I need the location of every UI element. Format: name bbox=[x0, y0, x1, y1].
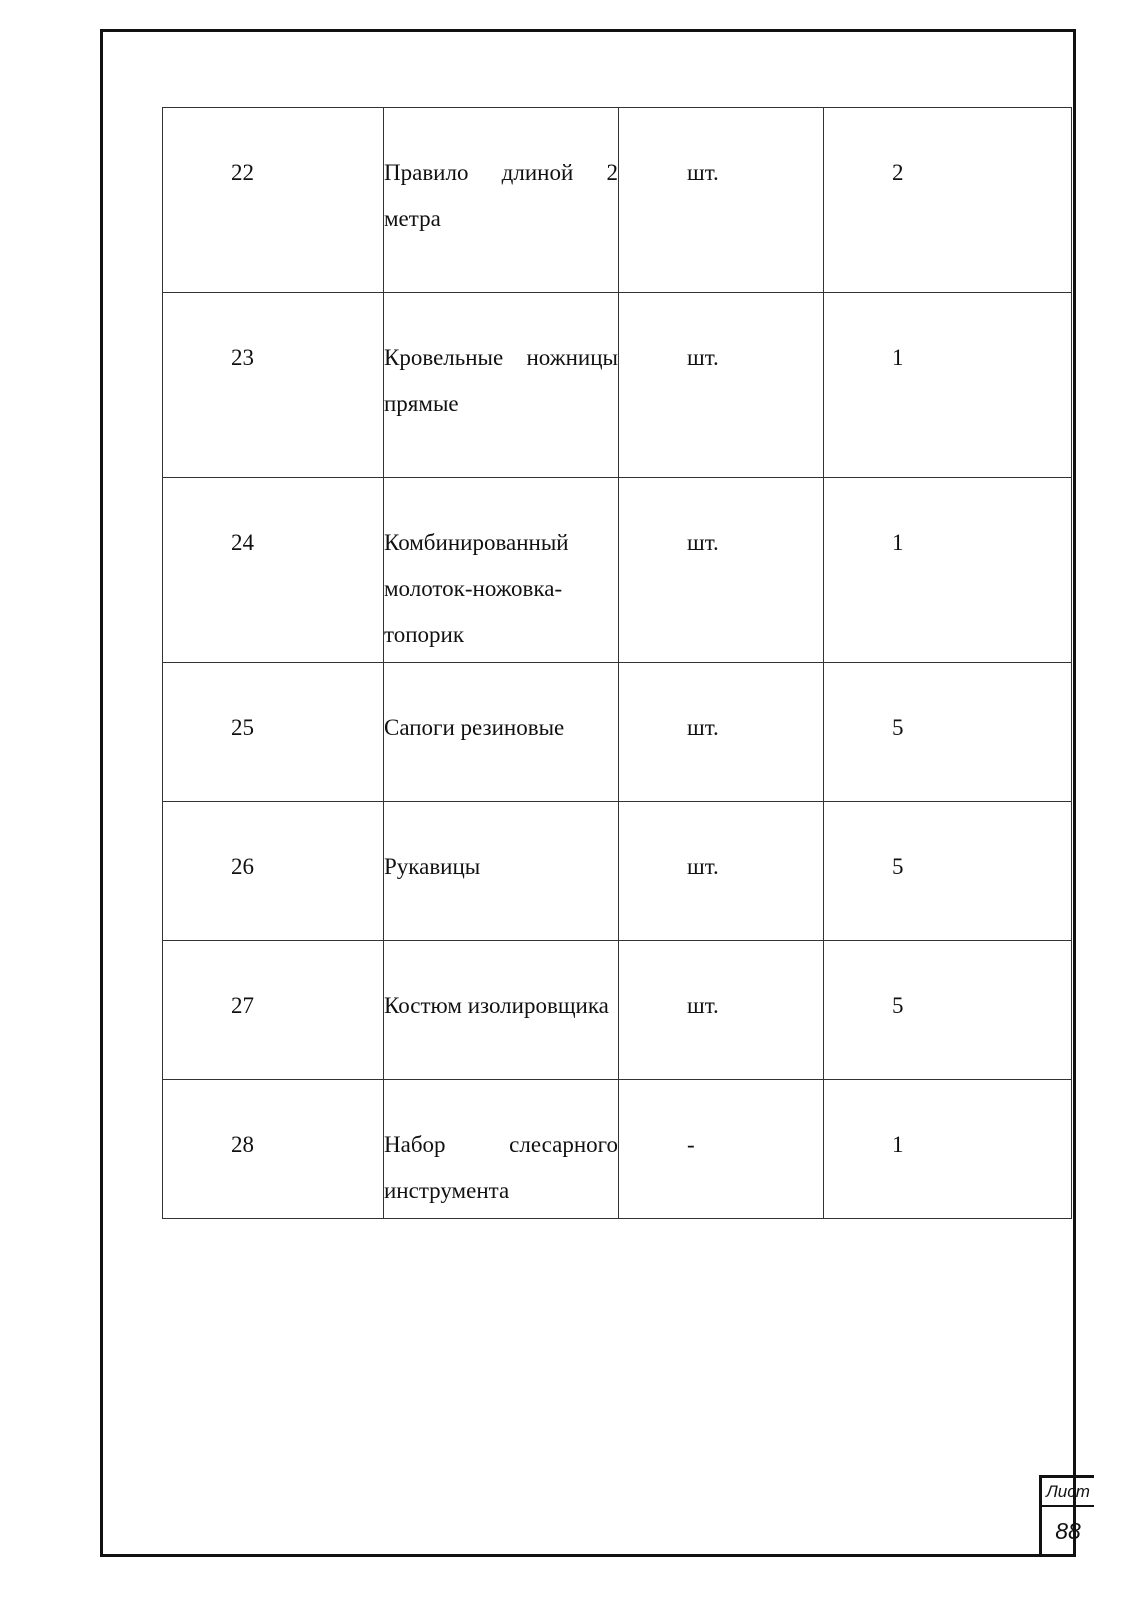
table-row bbox=[163, 478, 1072, 663]
table-row bbox=[163, 802, 1072, 941]
item-unit: шт. bbox=[619, 478, 824, 663]
item-unit: шт. bbox=[619, 108, 824, 293]
row-number: 24 bbox=[163, 478, 384, 663]
row-number: 25 bbox=[163, 663, 384, 802]
row-number: 22 bbox=[163, 108, 384, 293]
item-quantity: 5 bbox=[824, 663, 1072, 802]
item-name: Комбинированный молоток-ножовка-топорик bbox=[384, 530, 569, 647]
item-unit: шт. bbox=[619, 802, 824, 941]
item-unit: - bbox=[619, 1080, 824, 1219]
sheet-stamp bbox=[1039, 1475, 1094, 1557]
row-number: 27 bbox=[163, 941, 384, 1080]
item-quantity: 1 bbox=[824, 293, 1072, 478]
item-name: Набор слесарного инструмента bbox=[384, 1132, 618, 1203]
item-name: Костюм изолировщика bbox=[384, 993, 609, 1018]
table-row bbox=[163, 293, 1072, 478]
item-quantity: 5 bbox=[824, 802, 1072, 941]
equipment-table bbox=[162, 107, 1072, 1219]
table-row bbox=[163, 941, 1072, 1080]
item-name: Правило длиной 2 метра bbox=[384, 160, 618, 231]
row-number: 26 bbox=[163, 802, 384, 941]
table-row bbox=[163, 663, 1072, 802]
row-number: 28 bbox=[163, 1080, 384, 1219]
item-unit: шт. bbox=[619, 663, 824, 802]
table-row bbox=[163, 1080, 1072, 1219]
row-number: 23 bbox=[163, 293, 384, 478]
item-name: Сапоги резиновые bbox=[384, 715, 565, 740]
item-unit: шт. bbox=[619, 293, 824, 478]
item-quantity: 2 bbox=[824, 108, 1072, 293]
sheet-label: Лист bbox=[1042, 1478, 1094, 1507]
item-quantity: 1 bbox=[824, 478, 1072, 663]
page-number: 88 bbox=[1055, 1518, 1081, 1544]
table-row bbox=[163, 108, 1072, 293]
item-unit: шт. bbox=[619, 941, 824, 1080]
item-quantity: 1 bbox=[824, 1080, 1072, 1219]
item-name: Кровельные ножницы прямые bbox=[384, 345, 618, 416]
item-quantity: 5 bbox=[824, 941, 1072, 1080]
item-name: Рукавицы bbox=[384, 854, 481, 879]
